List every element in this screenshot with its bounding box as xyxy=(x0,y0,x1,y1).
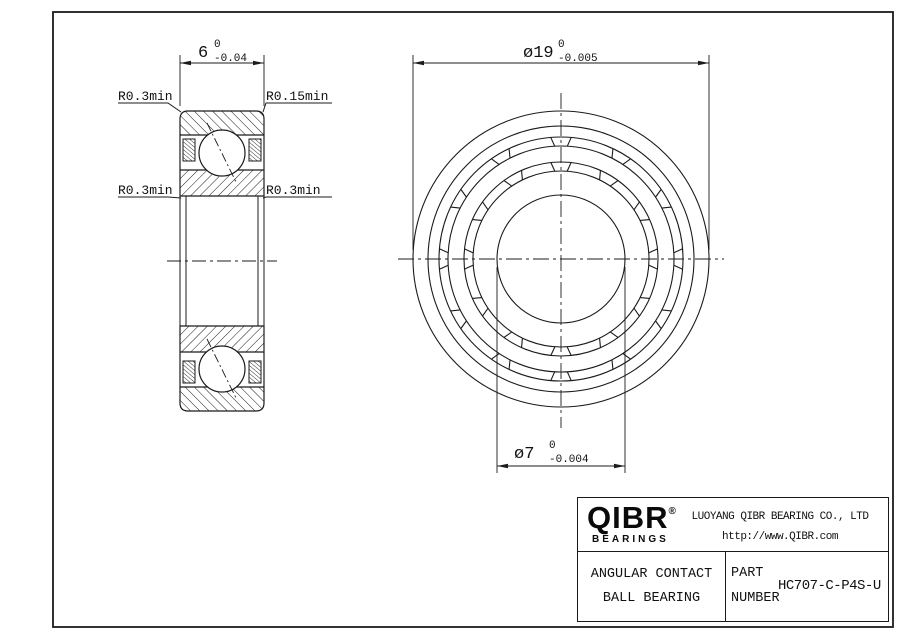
website-url: http://www.QIBR.com xyxy=(722,531,838,543)
radius-label-top-right: R0.15min xyxy=(266,89,329,104)
outer-dim-value: ø19 xyxy=(523,44,554,63)
cage-section-top-left xyxy=(183,139,195,161)
logo-wordmark: QIBR xyxy=(587,500,669,535)
qibr-logo xyxy=(587,502,676,545)
width-dim-tol-bottom: -0.04 xyxy=(214,53,248,65)
radius-label-top-left: R0.3min xyxy=(118,89,173,104)
bearing-type-line2: BALL BEARING xyxy=(602,591,701,606)
bore-dim-tol-bottom: -0.004 xyxy=(549,454,589,466)
part-number-label xyxy=(731,561,780,611)
title-block xyxy=(577,497,889,622)
part-number-value: HC707-C-P4S-U xyxy=(778,578,881,594)
ball-top xyxy=(199,130,245,176)
ball-bottom xyxy=(199,346,245,392)
cage-section-bottom-right xyxy=(249,361,261,383)
cage-section-bottom-left xyxy=(183,361,195,383)
section-view xyxy=(167,111,277,411)
company-name: LUOYANG QIBR BEARING CO., LTD xyxy=(691,511,869,523)
bearing-type-line1: ANGULAR CONTACT xyxy=(590,567,713,582)
company-info xyxy=(677,507,883,547)
part-label-line1: PART xyxy=(731,566,764,581)
width-dim-value: 6 xyxy=(198,44,209,63)
bore-dim-value: ø7 xyxy=(514,445,535,464)
cage-section-top-right xyxy=(249,139,261,161)
front-view-centerlines xyxy=(398,93,724,428)
radius-label-mid-right: R0.3min xyxy=(266,183,321,198)
outer-dim-tol-bottom: -0.005 xyxy=(558,53,598,65)
registered-trademark-icon: ® xyxy=(668,506,676,517)
part-label-line2: NUMBER xyxy=(731,591,780,606)
radius-label-mid-left: R0.3min xyxy=(118,183,173,198)
bore-dim-tol-top: 0 xyxy=(549,440,556,452)
bearing-type xyxy=(578,552,725,623)
width-dim-tol-top: 0 xyxy=(214,39,221,51)
outer-dim-tol-top: 0 xyxy=(558,39,565,51)
logo-bearings-wordmark: BEARINGS xyxy=(592,534,669,545)
